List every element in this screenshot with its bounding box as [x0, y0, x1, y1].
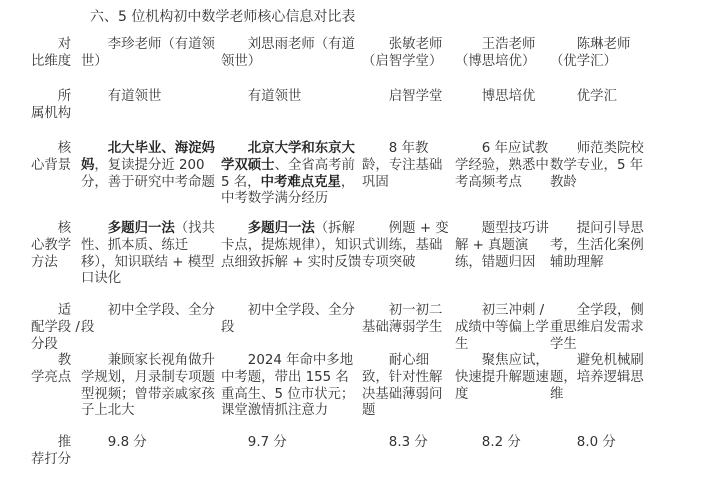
row-label-institution: 所属机构 — [31, 89, 72, 121]
background-li-highlight: 北大毕业、海淀妈妈 — [81, 141, 215, 173]
background-li — [81, 141, 221, 191]
background-liu-text-1: 、全省高考前 5 名， — [221, 157, 355, 190]
institution-chen: 优学汇 — [576, 89, 617, 104]
method-li-highlight: 多题归一法 — [107, 221, 175, 236]
row-label-score: 推荐打分 — [31, 435, 72, 467]
stage-li: 初中全学段、全分段 — [81, 303, 215, 335]
highlight-liu: 2024 年命中多地中考题，带出 155 名重高生、5 位市状元；课堂激情抓注意力 — [221, 353, 355, 419]
score-wang: 8.2 分 — [481, 435, 521, 450]
highlight-chen: 避免机械刷题，培养逻辑思维 — [550, 353, 644, 402]
row-label-method: 核心教学方法 — [31, 221, 72, 270]
score-liu: 9.7 分 — [247, 435, 287, 450]
background-liu — [221, 141, 362, 208]
highlight-wang: 聚焦应试，快速提升解题速度 — [455, 353, 549, 402]
stage-liu: 初中全学段、全分段 — [221, 303, 355, 335]
row-label-background: 核心背景 — [31, 141, 72, 173]
score-chen: 8.0 分 — [576, 435, 616, 450]
header-teacher-li: 李珍老师（有道领世） — [81, 37, 215, 69]
stage-wang: 初三冲刺 / 成绩中等偏上学生 — [455, 303, 549, 352]
score-zhang: 8.3 分 — [388, 435, 428, 450]
background-liu-text-2: ，中考数学满分经历 — [221, 174, 355, 207]
highlight-li: 兼顾家长视角做升学规划，月录制专项题型视频；曾带亲戚家孩子上北大 — [81, 353, 215, 419]
institution-wang: 博思培优 — [481, 89, 536, 104]
header-teacher-zhang: 张敏老师（启智学堂） — [362, 37, 443, 69]
method-liu-highlight: 多题归一法 — [247, 221, 315, 236]
background-liu-highlight-1: 北京大学和东京大学双硕士 — [221, 141, 355, 173]
method-zhang: 例题 + 变式训练，基础专项突破 — [362, 221, 449, 270]
background-zhang: 8 年教龄，专注基础巩固 — [362, 141, 443, 190]
background-liu-highlight-2: 中考难点克星 — [260, 174, 341, 190]
header-dimension-label: 对比维度 — [31, 37, 72, 69]
method-liu-text: （拆解卡点，提炼规律），知识点细致拆解 + 实时反馈 — [221, 221, 362, 270]
method-liu — [221, 221, 362, 271]
method-li — [81, 221, 221, 288]
background-li-text: ，复读提分近 200 分，善于研究中考命题 — [81, 157, 215, 190]
row-label-stage: 适配学段 / 分段 — [31, 303, 80, 352]
method-wang: 题型技巧讲解 + 真题演练，错题归因 — [455, 221, 549, 270]
page-title: 六、5 位机构初中数学老师核心信息对比表 — [90, 9, 356, 25]
header-teacher-liu: 刘思雨老师（有道领世） — [221, 37, 355, 69]
header-teacher-wang: 王浩老师（博思培优） — [455, 37, 536, 69]
background-chen: 师范类院校数学专业，5 年教龄 — [550, 141, 644, 190]
stage-chen: 全学段，侧重思维启发需求学生 — [550, 303, 644, 352]
institution-li: 有道领世 — [107, 89, 162, 104]
header-teacher-chen: 陈琳老师（优学汇） — [550, 37, 631, 69]
institution-zhang: 启智学堂 — [388, 89, 443, 104]
method-li-text: （找共性、抓本质、练迁移），知识联结 + 模型口诀化 — [81, 221, 215, 287]
highlight-zhang: 耐心细致，针对性解决基础薄弱问题 — [362, 353, 443, 419]
method-chen: 提问引导思考，生活化案例辅助理解 — [550, 221, 644, 270]
institution-liu: 有道领世 — [247, 89, 302, 104]
score-li: 9.8 分 — [107, 435, 147, 450]
row-label-highlight: 教学亮点 — [31, 353, 72, 385]
background-wang: 6 年应试教学经验，熟悉中考高频考点 — [455, 141, 549, 190]
stage-zhang: 初一初二基础薄弱学生 — [362, 303, 443, 335]
